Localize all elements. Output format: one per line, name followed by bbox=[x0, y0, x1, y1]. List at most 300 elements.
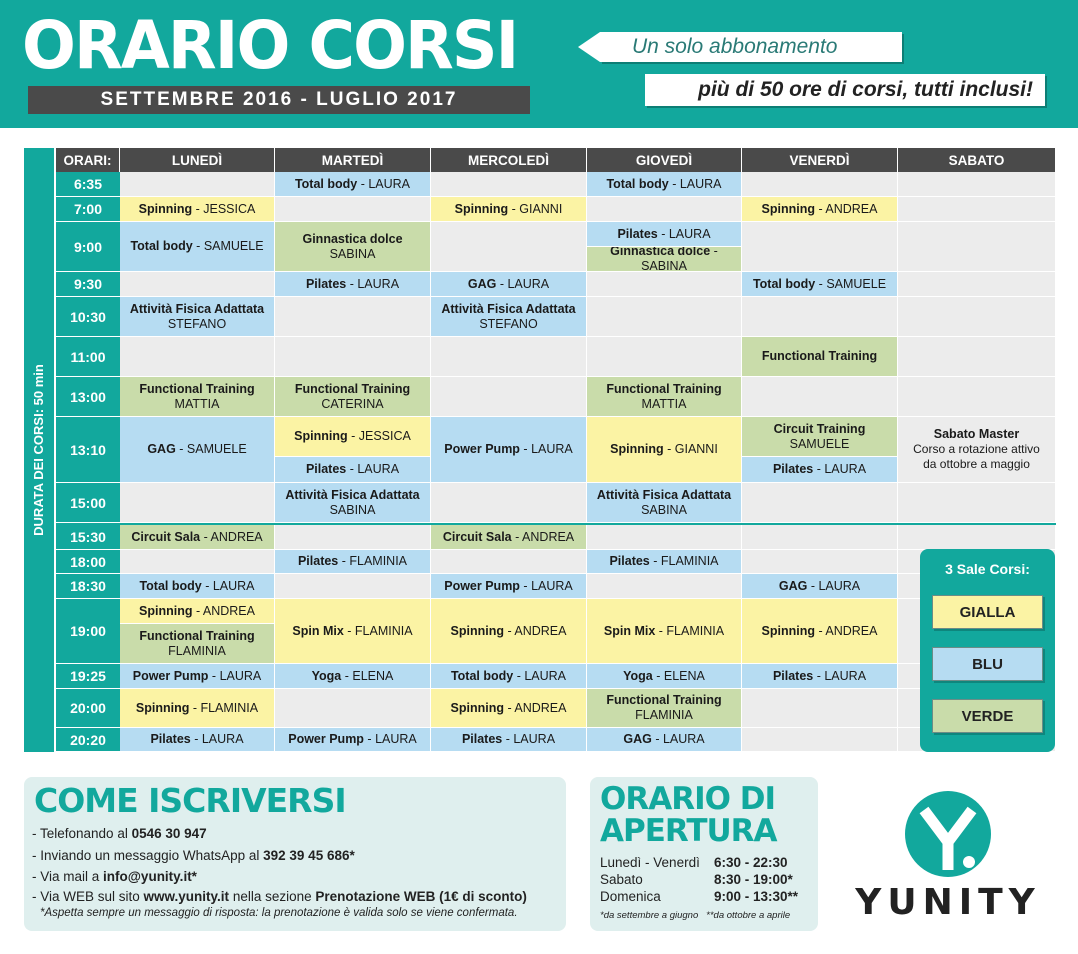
course-name: Spinning bbox=[138, 201, 193, 216]
course-name: Total body bbox=[450, 668, 514, 683]
course-cell bbox=[587, 599, 742, 664]
course-line bbox=[604, 624, 724, 639]
course-name: Power Pump bbox=[132, 668, 209, 683]
course-separator: - bbox=[503, 700, 515, 715]
course-line bbox=[294, 429, 411, 444]
course-name: Total body bbox=[752, 276, 816, 291]
course-instructor: LAURA bbox=[662, 732, 705, 746]
course-name: Circuit Sala bbox=[131, 529, 201, 544]
course-instructor: ANDREA bbox=[522, 529, 575, 544]
time-slot: 9:00 bbox=[56, 222, 120, 272]
course-separator: - bbox=[343, 623, 355, 638]
empty-slot bbox=[431, 222, 587, 272]
course-name: Attività Fisica Adattata bbox=[129, 301, 265, 316]
course-cell bbox=[120, 574, 275, 599]
course-name: Ginnastica dolce bbox=[610, 247, 711, 258]
course-instructor: SABINA bbox=[329, 502, 376, 517]
course-name: Functional Training bbox=[139, 381, 255, 396]
course-instructor: FLAMINIA bbox=[354, 623, 413, 638]
course-cell bbox=[431, 728, 587, 752]
course-cell bbox=[742, 457, 898, 483]
course-instructor: LAURA bbox=[219, 668, 262, 683]
course-separator: - bbox=[807, 578, 819, 593]
course-name: Spinning bbox=[135, 700, 190, 715]
course-instructor: Corso a rotazione attivo da ottobre a maggio bbox=[913, 442, 1040, 471]
day-header-4: GIOVEDÌ bbox=[587, 148, 742, 172]
course-name: Pilates bbox=[305, 276, 347, 291]
course-instructor: ANDREA bbox=[514, 623, 567, 638]
course-instructor: LAURA bbox=[375, 732, 417, 746]
course-instructor: ANDREA bbox=[825, 201, 878, 216]
course-separator: - bbox=[189, 700, 201, 715]
opening-hours-notes: *da settembre a giugno **da ottobre a aprile bbox=[600, 910, 791, 921]
course-line bbox=[133, 669, 262, 684]
course-name: Spinning bbox=[454, 201, 509, 216]
empty-slot bbox=[120, 550, 275, 574]
empty-slot bbox=[587, 297, 742, 337]
course-cell bbox=[587, 172, 742, 197]
course-cell bbox=[275, 664, 431, 689]
course-line bbox=[779, 579, 860, 594]
course-separator: - bbox=[652, 668, 664, 683]
course-separator: - bbox=[496, 276, 508, 291]
course-separator: - bbox=[649, 554, 661, 568]
course-instructor: LAURA bbox=[357, 276, 400, 291]
empty-slot bbox=[431, 172, 587, 197]
course-name: Functional Training bbox=[139, 628, 255, 643]
course-line bbox=[443, 530, 574, 545]
course-name: Spin Mix bbox=[292, 623, 344, 638]
course-name: Attività Fisica Adattata bbox=[596, 487, 732, 502]
empty-slot bbox=[587, 337, 742, 377]
course-separator: - bbox=[655, 623, 667, 638]
empty-slot bbox=[587, 574, 742, 599]
course-instructor: ELENA bbox=[663, 668, 705, 683]
course-name: Pilates bbox=[305, 462, 347, 476]
opening-hours-panel: ORARIO DI APERTURA Lunedì - Venerdì 6:30 - 22:30 Sabato 8:30 - 19:00* Domenica 9:00 - 13:30** *da settembre a giugno **da ottobre a aprile bbox=[590, 777, 818, 931]
empty-slot bbox=[898, 272, 1056, 297]
empty-slot bbox=[898, 525, 1056, 550]
course-name: Pilates bbox=[297, 554, 339, 568]
course-line bbox=[610, 442, 718, 457]
course-separator: - bbox=[663, 442, 675, 456]
course-instructor: ANDREA bbox=[825, 623, 878, 638]
page-title: ORARIO CORSI bbox=[22, 7, 518, 84]
course-separator: - bbox=[192, 201, 204, 216]
course-instructor: LAURA bbox=[201, 732, 244, 746]
course-instructor: SAMUELE bbox=[826, 276, 887, 291]
course-cell bbox=[275, 728, 431, 752]
course-line bbox=[762, 202, 878, 217]
course-cell bbox=[120, 222, 275, 272]
time-slot: 19:25 bbox=[56, 664, 120, 689]
course-separator: - bbox=[710, 247, 718, 258]
legend-room-blue: BLU bbox=[932, 647, 1043, 681]
course-instructor: LAURA bbox=[357, 462, 400, 476]
course-separator: - bbox=[814, 201, 826, 216]
course-name: Pilates bbox=[772, 668, 814, 683]
course-line bbox=[587, 247, 741, 272]
empty-slot bbox=[431, 483, 587, 523]
course-name: Functional Training bbox=[294, 381, 411, 396]
empty-slot bbox=[742, 689, 898, 728]
course-cell bbox=[431, 297, 587, 337]
confirmation-note: *Aspetta sempre un messaggio di risposta: la prenotazione è valida solo se viene confermata. bbox=[40, 907, 518, 919]
course-name: GAG bbox=[147, 442, 176, 456]
course-cell bbox=[120, 377, 275, 417]
course-name: Yoga bbox=[623, 668, 653, 683]
course-separator: - bbox=[346, 462, 358, 476]
course-separator: - bbox=[502, 732, 514, 746]
course-instructor: JESSICA bbox=[203, 201, 256, 216]
time-slot: 10:30 bbox=[56, 297, 120, 337]
course-cell bbox=[431, 664, 587, 689]
course-instructor: LAURA bbox=[212, 578, 255, 593]
course-cell bbox=[120, 525, 275, 550]
empty-slot bbox=[742, 222, 898, 272]
course-name: Spinning bbox=[761, 201, 815, 216]
course-instructor: JESSICA bbox=[358, 429, 411, 443]
course-separator: - bbox=[519, 578, 532, 593]
course-instructor: ANDREA bbox=[202, 603, 255, 618]
course-instructor: FLAMINIA bbox=[200, 700, 259, 715]
course-name: Spinning bbox=[761, 623, 815, 638]
course-separator: - bbox=[363, 732, 376, 746]
empty-slot bbox=[431, 337, 587, 377]
empty-slot bbox=[742, 172, 898, 197]
course-line bbox=[444, 442, 573, 457]
course-cell bbox=[431, 197, 587, 222]
course-name: Spinning bbox=[139, 603, 193, 618]
course-cell bbox=[431, 525, 587, 550]
course-separator: - bbox=[347, 429, 359, 443]
course-name: Spin Mix bbox=[603, 623, 656, 638]
course-instructor: STEFANO bbox=[479, 316, 538, 331]
contact-email: - Via mail a info@yunity.it* bbox=[32, 869, 197, 884]
header-banner bbox=[0, 0, 1078, 128]
empty-slot bbox=[275, 574, 431, 599]
course-name: Circuit Sala bbox=[442, 529, 512, 544]
course-name: Ginnastica dolce bbox=[302, 231, 403, 246]
brand-name: YUNITY bbox=[855, 882, 1041, 923]
course-line bbox=[139, 202, 256, 217]
course-separator: - bbox=[201, 578, 213, 593]
course-line bbox=[606, 177, 721, 192]
empty-slot bbox=[898, 197, 1056, 222]
legend-title: 3 Sale Corsi: bbox=[945, 561, 1030, 577]
schedule-table bbox=[56, 148, 1056, 752]
course-cell bbox=[431, 574, 587, 599]
course-separator: - bbox=[190, 732, 202, 746]
course-line bbox=[451, 624, 567, 639]
season-subtitle: SETTEMBRE 2016 - LUGLIO 2017 bbox=[28, 86, 530, 114]
course-name: Spinning bbox=[294, 429, 348, 443]
empty-slot bbox=[742, 550, 898, 574]
course-name: Spinning bbox=[610, 442, 664, 456]
empty-slot bbox=[120, 483, 275, 523]
course-cell bbox=[587, 222, 742, 247]
course-name: Total body bbox=[606, 176, 669, 191]
course-line bbox=[288, 732, 417, 747]
course-cell bbox=[587, 550, 742, 574]
course-line bbox=[623, 732, 704, 747]
whatsapp-number[interactable]: 392 39 45 686* bbox=[263, 848, 355, 863]
time-slot: 15:30 bbox=[56, 525, 120, 550]
course-line bbox=[147, 442, 246, 457]
course-cell bbox=[742, 337, 898, 377]
course-instructor: GIANNI bbox=[519, 201, 563, 216]
empty-slot bbox=[275, 297, 431, 337]
course-line bbox=[773, 462, 866, 477]
course-line bbox=[617, 227, 710, 242]
course-cell bbox=[742, 599, 898, 664]
course-instructor: FLAMINIA bbox=[666, 623, 725, 638]
course-instructor: LAURA bbox=[679, 176, 722, 191]
empty-slot bbox=[742, 525, 898, 550]
empty-slot bbox=[431, 377, 587, 417]
how-to-title: COME ISCRIVERSI bbox=[34, 781, 346, 820]
course-name: GAG bbox=[623, 732, 652, 746]
course-cell bbox=[587, 417, 742, 483]
time-slot: 18:00 bbox=[56, 550, 120, 574]
time-slot: 9:30 bbox=[56, 272, 120, 297]
time-slot: 19:00 bbox=[56, 599, 120, 664]
course-cell bbox=[742, 197, 898, 222]
time-slot: 11:00 bbox=[56, 337, 120, 377]
opening-hours-title: ORARIO DI APERTURA bbox=[600, 781, 777, 849]
course-instructor: MATTIA bbox=[641, 396, 687, 411]
course-name: Pilates bbox=[617, 226, 658, 241]
course-name: Total body bbox=[139, 578, 202, 593]
course-instructor: ANDREA bbox=[210, 529, 263, 544]
course-instructor: FLAMINIA bbox=[349, 554, 408, 568]
course-cell bbox=[587, 483, 742, 523]
empty-slot bbox=[275, 525, 431, 550]
yunity-logo-icon bbox=[850, 790, 1046, 882]
course-separator: - bbox=[815, 276, 827, 291]
course-line bbox=[762, 624, 878, 639]
course-cell bbox=[587, 377, 742, 417]
course-cell bbox=[275, 550, 431, 574]
course-instructor: ELENA bbox=[352, 668, 394, 683]
course-name: Pilates bbox=[150, 732, 191, 746]
course-cell bbox=[742, 272, 898, 297]
course-cell bbox=[120, 689, 275, 728]
course-instructor: FLAMINIA bbox=[635, 708, 693, 722]
time-slot: 20:00 bbox=[56, 689, 120, 728]
course-instructor: GIANNI bbox=[674, 442, 718, 456]
empty-slot bbox=[742, 297, 898, 337]
empty-slot bbox=[275, 337, 431, 377]
course-cell bbox=[120, 624, 275, 664]
course-separator: - bbox=[357, 176, 369, 191]
course-line bbox=[451, 669, 566, 684]
course-cell bbox=[275, 417, 431, 457]
course-cell bbox=[742, 664, 898, 689]
tagline-subscription: Un solo abbonamento bbox=[600, 32, 902, 62]
course-line bbox=[306, 277, 399, 292]
course-separator: - bbox=[813, 668, 825, 683]
how-to-subscribe-panel bbox=[24, 777, 566, 931]
course-cell bbox=[275, 599, 431, 664]
course-instructor: SABINA bbox=[641, 259, 687, 272]
course-name: Sabato Master bbox=[933, 427, 1020, 441]
rooms-legend bbox=[920, 549, 1055, 752]
course-line bbox=[753, 277, 886, 292]
course-line bbox=[130, 239, 263, 254]
course-cell bbox=[587, 689, 742, 728]
course-cell bbox=[120, 728, 275, 752]
course-line bbox=[306, 462, 399, 477]
course-name: Attività Fisica Adattata bbox=[285, 487, 420, 502]
course-cell bbox=[431, 689, 587, 728]
course-line bbox=[462, 732, 555, 747]
course-line bbox=[131, 530, 262, 545]
empty-slot bbox=[898, 222, 1056, 272]
course-name: Power Pump bbox=[444, 578, 520, 593]
empty-slot bbox=[742, 377, 898, 417]
course-separator: - bbox=[668, 176, 680, 191]
course-name: GAG bbox=[467, 276, 497, 291]
empty-slot bbox=[898, 172, 1056, 197]
course-separator: - bbox=[346, 276, 358, 291]
empty-slot bbox=[275, 689, 431, 728]
course-separator: - bbox=[508, 201, 520, 216]
course-instructor: CATERINA bbox=[321, 396, 384, 411]
course-line bbox=[444, 579, 573, 594]
course-separator: - bbox=[657, 226, 669, 241]
course-name: Circuit Training bbox=[773, 421, 866, 436]
empty-slot bbox=[120, 272, 275, 297]
course-instructor: STEFANO bbox=[167, 316, 227, 331]
empty-slot bbox=[587, 197, 742, 222]
course-cell bbox=[431, 417, 587, 483]
day-header-3: MERCOLEDÌ bbox=[431, 148, 587, 172]
time-slot: 13:10 bbox=[56, 417, 120, 483]
course-instructor: LAURA bbox=[668, 226, 711, 241]
contact-phone: - Telefonando al 0546 30 947 bbox=[32, 826, 207, 841]
course-instructor: FLAMINIA bbox=[168, 643, 226, 658]
legend-room-green: VERDE bbox=[932, 699, 1043, 733]
course-name: Spinning bbox=[450, 700, 504, 715]
course-separator: - bbox=[519, 442, 532, 456]
tagline-hours: più di 50 ore di corsi, tutti inclusi! bbox=[645, 74, 1045, 106]
course-line bbox=[139, 579, 254, 594]
course-name: Power Pump bbox=[288, 732, 364, 746]
course-cell bbox=[587, 664, 742, 689]
course-instructor: LAURA bbox=[524, 668, 567, 683]
course-instructor: SAMUELE bbox=[203, 239, 264, 253]
course-instructor: LAURA bbox=[368, 176, 411, 191]
course-name: Pilates bbox=[461, 732, 503, 746]
course-line bbox=[136, 701, 258, 716]
course-name: GAG bbox=[778, 578, 808, 593]
time-slot: 13:00 bbox=[56, 377, 120, 417]
course-instructor: MATTIA bbox=[174, 396, 220, 411]
course-cell bbox=[431, 599, 587, 664]
empty-slot bbox=[431, 550, 587, 574]
course-name: Functional Training bbox=[761, 349, 878, 363]
course-cell bbox=[431, 272, 587, 297]
course-name: Total body bbox=[294, 176, 358, 191]
course-instructor: ANDREA bbox=[514, 700, 567, 715]
course-separator: - bbox=[192, 239, 204, 253]
course-instructor: FLAMINIA bbox=[660, 554, 719, 568]
course-cell bbox=[120, 599, 275, 624]
yunity-logo bbox=[850, 790, 1046, 923]
time-slot: 20:20 bbox=[56, 728, 120, 752]
course-instructor: SABINA bbox=[329, 246, 376, 261]
course-cell bbox=[275, 457, 431, 483]
course-cell bbox=[587, 728, 742, 752]
empty-slot bbox=[742, 483, 898, 523]
time-slot: 7:00 bbox=[56, 197, 120, 222]
course-separator: - bbox=[814, 623, 826, 638]
course-instructor: LAURA bbox=[824, 668, 867, 683]
contact-web: - Via WEB sul sito www.yunity.it nella sezione Prenotazione WEB (1€ di sconto) bbox=[32, 889, 527, 904]
day-header-6: SABATO bbox=[898, 148, 1056, 172]
course-name: Pilates bbox=[609, 554, 650, 568]
course-cell bbox=[275, 222, 431, 272]
course-name: Power Pump bbox=[444, 442, 520, 456]
empty-slot bbox=[120, 172, 275, 197]
course-line bbox=[451, 701, 567, 716]
course-line bbox=[295, 177, 410, 192]
empty-slot bbox=[742, 728, 898, 752]
course-line bbox=[150, 732, 243, 747]
email-link[interactable]: info@yunity.it* bbox=[103, 869, 197, 884]
course-name: Yoga bbox=[311, 668, 342, 683]
time-slot: 18:30 bbox=[56, 574, 120, 599]
time-slot: 6:35 bbox=[56, 172, 120, 197]
course-separator: - bbox=[200, 529, 211, 544]
empty-slot bbox=[898, 377, 1056, 417]
course-name: Attività Fisica Adattata bbox=[441, 301, 576, 316]
duration-label: DURATA DEI CORSI: 50 min bbox=[31, 364, 46, 536]
contact-whatsapp: - Inviando un messaggio WhatsApp al 392 39 45 686* bbox=[32, 848, 355, 863]
course-name: Functional Training bbox=[606, 693, 722, 707]
phone-number[interactable]: 0546 30 947 bbox=[131, 826, 207, 841]
day-header-5: VENERDÌ bbox=[742, 148, 898, 172]
course-cell bbox=[898, 417, 1056, 483]
course-line bbox=[773, 669, 866, 684]
course-instructor: SABINA bbox=[641, 502, 687, 517]
course-line bbox=[623, 669, 705, 684]
course-instructor: LAURA bbox=[531, 442, 573, 456]
course-cell bbox=[120, 664, 275, 689]
course-instructor: SAMUELE bbox=[186, 442, 247, 456]
course-separator: - bbox=[513, 668, 525, 683]
course-separator: - bbox=[651, 732, 663, 746]
course-cell bbox=[275, 483, 431, 523]
course-line bbox=[312, 669, 394, 684]
course-line bbox=[468, 277, 549, 292]
empty-slot bbox=[898, 297, 1056, 337]
course-cell bbox=[120, 197, 275, 222]
course-name: Total body bbox=[130, 239, 193, 253]
arrow-left-icon bbox=[578, 32, 600, 62]
course-instructor: LAURA bbox=[507, 276, 550, 291]
course-separator: - bbox=[511, 529, 523, 544]
course-separator: - bbox=[208, 668, 220, 683]
course-line bbox=[139, 604, 255, 619]
course-cell bbox=[742, 574, 898, 599]
course-name: Pilates bbox=[772, 462, 814, 476]
course-line bbox=[298, 554, 407, 569]
day-header-1: LUNEDÌ bbox=[120, 148, 275, 172]
website-link[interactable]: www.yunity.it bbox=[143, 889, 230, 904]
course-separator: - bbox=[192, 603, 203, 618]
